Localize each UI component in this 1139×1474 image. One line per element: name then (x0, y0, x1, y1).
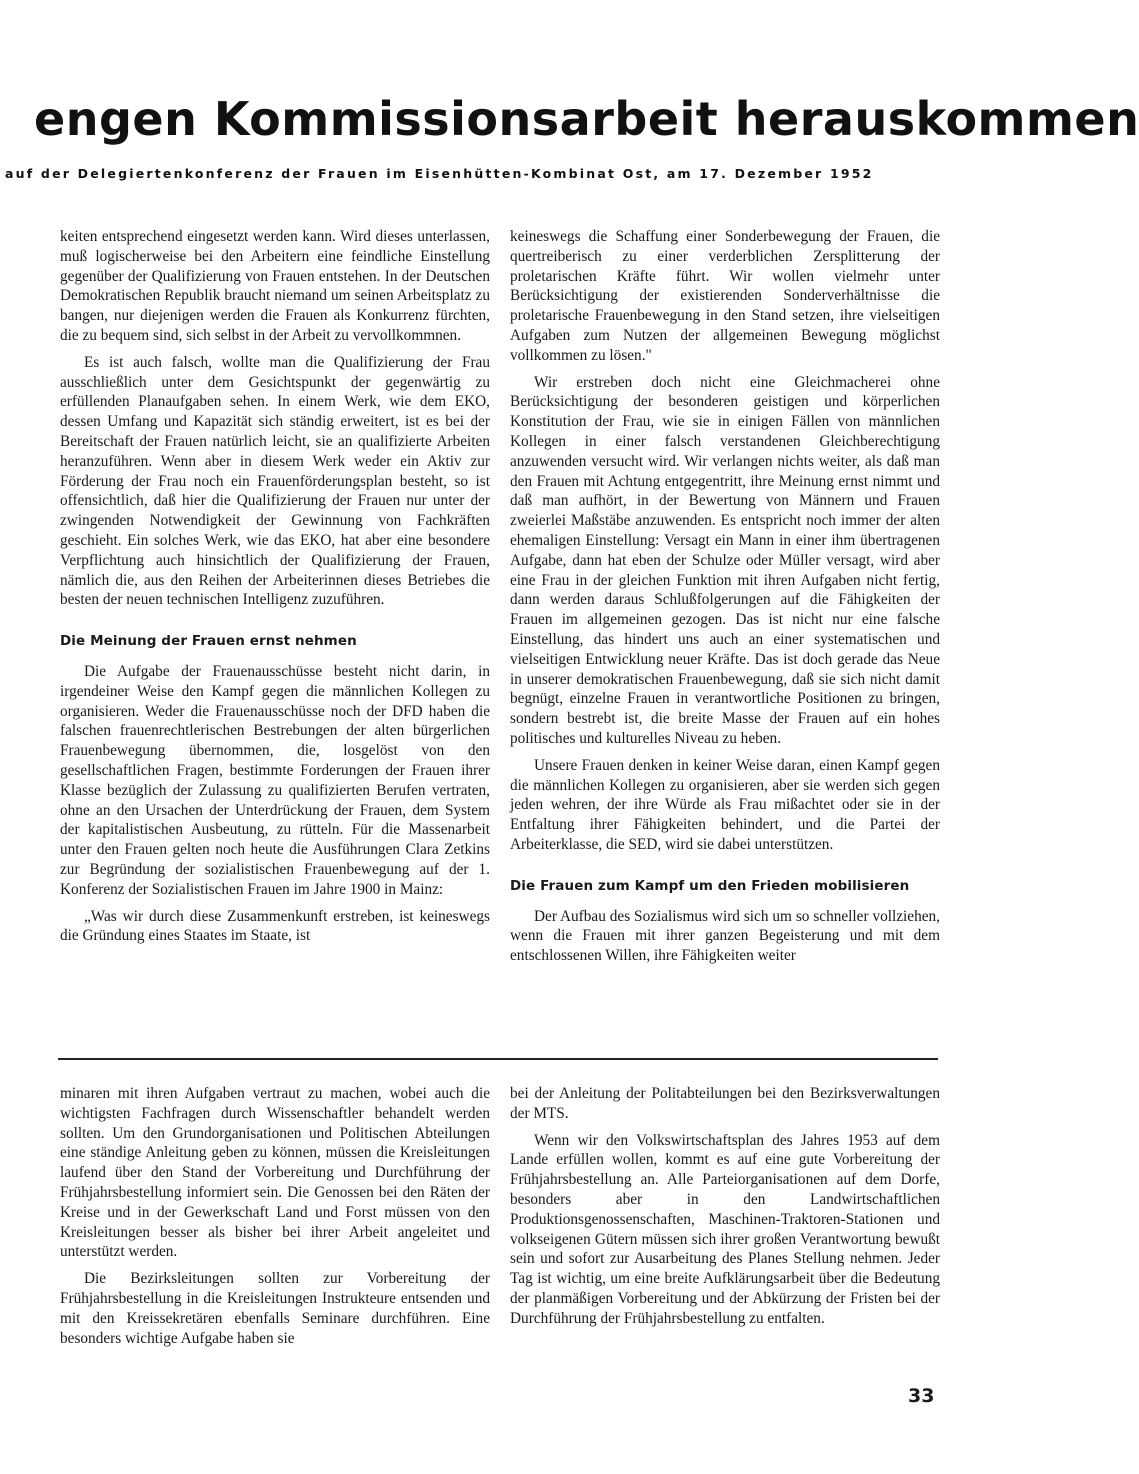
paragraph: Wenn wir den Volkswirtschaftsplan des Jahres 1953 auf dem Lande erfüllen wollen, kommt es auf eine gute Vorbereitung der Frühjahrsbestellung an. Alle Parteiorganisationen auf dem Dorfe, besonders aber in den Landwirtschaftlichen Produktionsgenossenschaften, Maschinen-Traktoren-Stationen und volkseigenen Gütern müssen sich ihrer großen Verantwortung bewußt sein und sofort zur Ausarbeitung des Planes Stellung nehmen. Jeder Tag ist wichtig, um eine breite Aufklärungsarbeit über die Bedeutung der planmäßigen Vorbereitung und der Abkürzung der Fristen bei der Durchführung der Frühjahrsbestellung zu entfalten. (510, 1131, 940, 1327)
paragraph: bei der Anleitung der Politabteilungen bei den Bezirksverwaltungen der MTS. (510, 1085, 940, 1122)
lower-right-column (510, 1084, 940, 1336)
lower-left-column (60, 1084, 490, 1355)
article-headline: engen Kommissionsarbeit herauskommen (34, 92, 1139, 146)
paragraph: minaren mit ihren Aufgaben vertraut zu machen, wobei auch die wichtigsten Fachfragen durch Wissenschaftler behandelt werden sollten. Um den Grundorganisationen und Politischen Abteilungen eine ständige Anleitung geben zu können, müssen die Kreisleitungen laufend über den Stand der Vorbereitung und Durchführung der Frühjahrsbestellung informiert sein. Die Genossen bei den Räten der Kreise und in der Gewerkschaft Land und Forst müssen von den Kreisleitungen besser als bisher bei ihrer Arbeit angeleitet und unterstützt werden. (60, 1085, 490, 1261)
paragraph: Die Bezirksleitungen sollten zur Vorbereitung der Frühjahrsbestellung in die Kreisleitungen Instrukteure entsenden und mit den Kreissekretären ebenfalls Seminare durchführen. Eine besonders wichtige Aufgabe haben sie (60, 1270, 490, 1347)
paragraph: Die Aufgabe der Frauenausschüsse besteht nicht darin, in irgendeiner Weise den Kampf gegen die männlichen Kollegen zu organisieren. Weder die Frauenausschüsse noch der DFD haben die falschen frauenrechtlerischen Bestrebungen der alten bürgerlichen Frauenbewegung übernommen, die, losgelöst von den gesellschaftlichen Fragen, bestimmte Forderungen der Frauen ihrer Klasse bezüglich der Zulassung zu qualifizierten Berufen vertraten, ohne an den Ursachen der Unterdrückung der Frauen, dem System der kapitalistischen Ausbeutung, zu rütteln. Für die Massenarbeit unter den Frauen gelten noch heute die Ausführungen Clara Zetkins zur Begründung der sozialistischen Frauenbewegung auf der 1. Konferenz der Sozialistischen Frauen im Jahre 1900 in Mainz: (60, 662, 490, 898)
paragraph: Der Aufbau des Sozialismus wird sich um so schneller vollziehen, wenn die Frauen mit ihrer ganzen Begeisterung und mit dem entschlossenen Willen, ihre Fähigkeiten weiter (510, 907, 940, 965)
article-subtitle: auf der Delegiertenkonferenz der Frauen im Eisenhütten-Kombinat Ost, am 17. Dezember 1952 (5, 166, 874, 181)
section-divider (58, 1058, 938, 1060)
paragraph: keiten entsprechend eingesetzt werden kann. Wird dieses unterlassen, muß logischerweise bei den Arbeitern eine feindliche Einstellung gegenüber der Qualifizierung von Frauen entstehen. In der Deutschen Demokratischen Republik braucht niemand um seinen Arbeitsplatz zu bangen, nur diejenigen werden die Frauen als Konkurrenz fürchten, die zu bequem sind, sich selbst in der Arbeit zu vervollkommnen. (60, 228, 490, 344)
paragraph: Es ist auch falsch, wollte man die Qualifizierung der Frau ausschließlich unter dem Gesichtspunkt der gegenwärtig zu erfüllenden Planaufgaben sehen. In einem Werk, wie dem EKO, dessen Umfang und Kapazität sich ständig erweitert, ist es bei der Bereitschaft der Frauen natürlich leicht, sie an qualifizierte Arbeiten heranzuführen. Wenn aber in diesem Werk weder ein Aktiv zur Förderung der Frau noch ein Frauenförderungsplan besteht, so ist offensichtlich, daß hier die Qualifizierung der Frauen nur unter der zwingenden Notwendigkeit der Gewinnung von Fachkräften geschieht. Ein solches Werk, wie das EKO, hat aber eine besondere Verpflichtung auch hinsichtlich der Qualifizierung der Frauen, nämlich die, aus den Reihen der Arbeiterinnen dieses Betriebes die besten der neuen technischen Intelligenz zuzuführen. (60, 353, 490, 609)
upper-left-column (60, 227, 490, 946)
section-heading: Die Frauen zum Kampf um den Frieden mobilisieren (510, 877, 910, 894)
page-number: 33 (908, 1385, 935, 1407)
paragraph: keineswegs die Schaffung einer Sonderbewegung der Frauen, die quertreiberisch zu einer verderblichen Zersplitterung der proletarischen Kräfte führt. Wir wollen vielmehr unter Berücksichtigung der existierenden Sonderverhältnisse die proletarische Frauenbewegung in den Stand setzen, ihre vielseitigen Aufgaben zum Nutzen der allgemeinen Bewegung möglichst vollkommen zu lösen." (510, 228, 940, 364)
upper-right-column (510, 227, 940, 973)
section-heading: Die Meinung der Frauen ernst nehmen (60, 633, 357, 650)
quotation: „Was wir durch diese Zusammenkunft erstreben, ist keineswegs die Gründung eines Staates im Staate, ist (60, 907, 490, 945)
paragraph: Unsere Frauen denken in keiner Weise daran, einen Kampf gegen die männlichen Kollegen zu organisieren, aber sie werden sich gegen jeden wehren, der ihre Würde als Frau mißachtet oder sie in der Entfaltung ihrer Fähigkeiten behindert, und die Partei der Arbeiterklasse, die SED, wird sie dabei unterstützen. (510, 756, 940, 853)
paragraph: Wir erstreben doch nicht eine Gleichmacherei ohne Berücksichtigung der besonderen geistigen und körperlichen Konstitution der Frau, wie sie in einigen Fällen von männlichen Kollegen in einer falsch verstandenen Gleichberechtigung anzuwenden versucht wird. Wir verlangen nichts weiter, als daß man den Frauen mit Achtung entgegentritt, ihre Meinung ernst nimmt und daß man aufhört, in der Bewertung von Männern und Frauen zweierlei Maßstäbe anzuwenden. Es entspricht noch immer der alten ehemaligen Einstellung: Versagt ein Mann in einer ihm übertragenen Aufgabe, dann hat eben der Schulze oder Müller versagt, wird aber eine Frau in der gleichen Funktion mit ihren Aufgaben nicht fertig, dann werden daraus Schlußfolgerungen auf die Fähigkeiten der Frauen im allgemeinen gezogen. Das ist nicht nur eine falsche Einstellung, das hindert uns auch an einer systematischen und vielseitigen Entwicklung neuer Kräfte. Das ist doch gerade das Neue in unserer demokratischen Frauenbewegung, daß sie sich nicht damit begnügt, einzelne Frauen in verantwortliche Positionen zu bringen, sondern bestrebt ist, die breite Masse der Frauen auf ein hohes politisches und kulturelles Niveau zu heben. (510, 373, 940, 747)
